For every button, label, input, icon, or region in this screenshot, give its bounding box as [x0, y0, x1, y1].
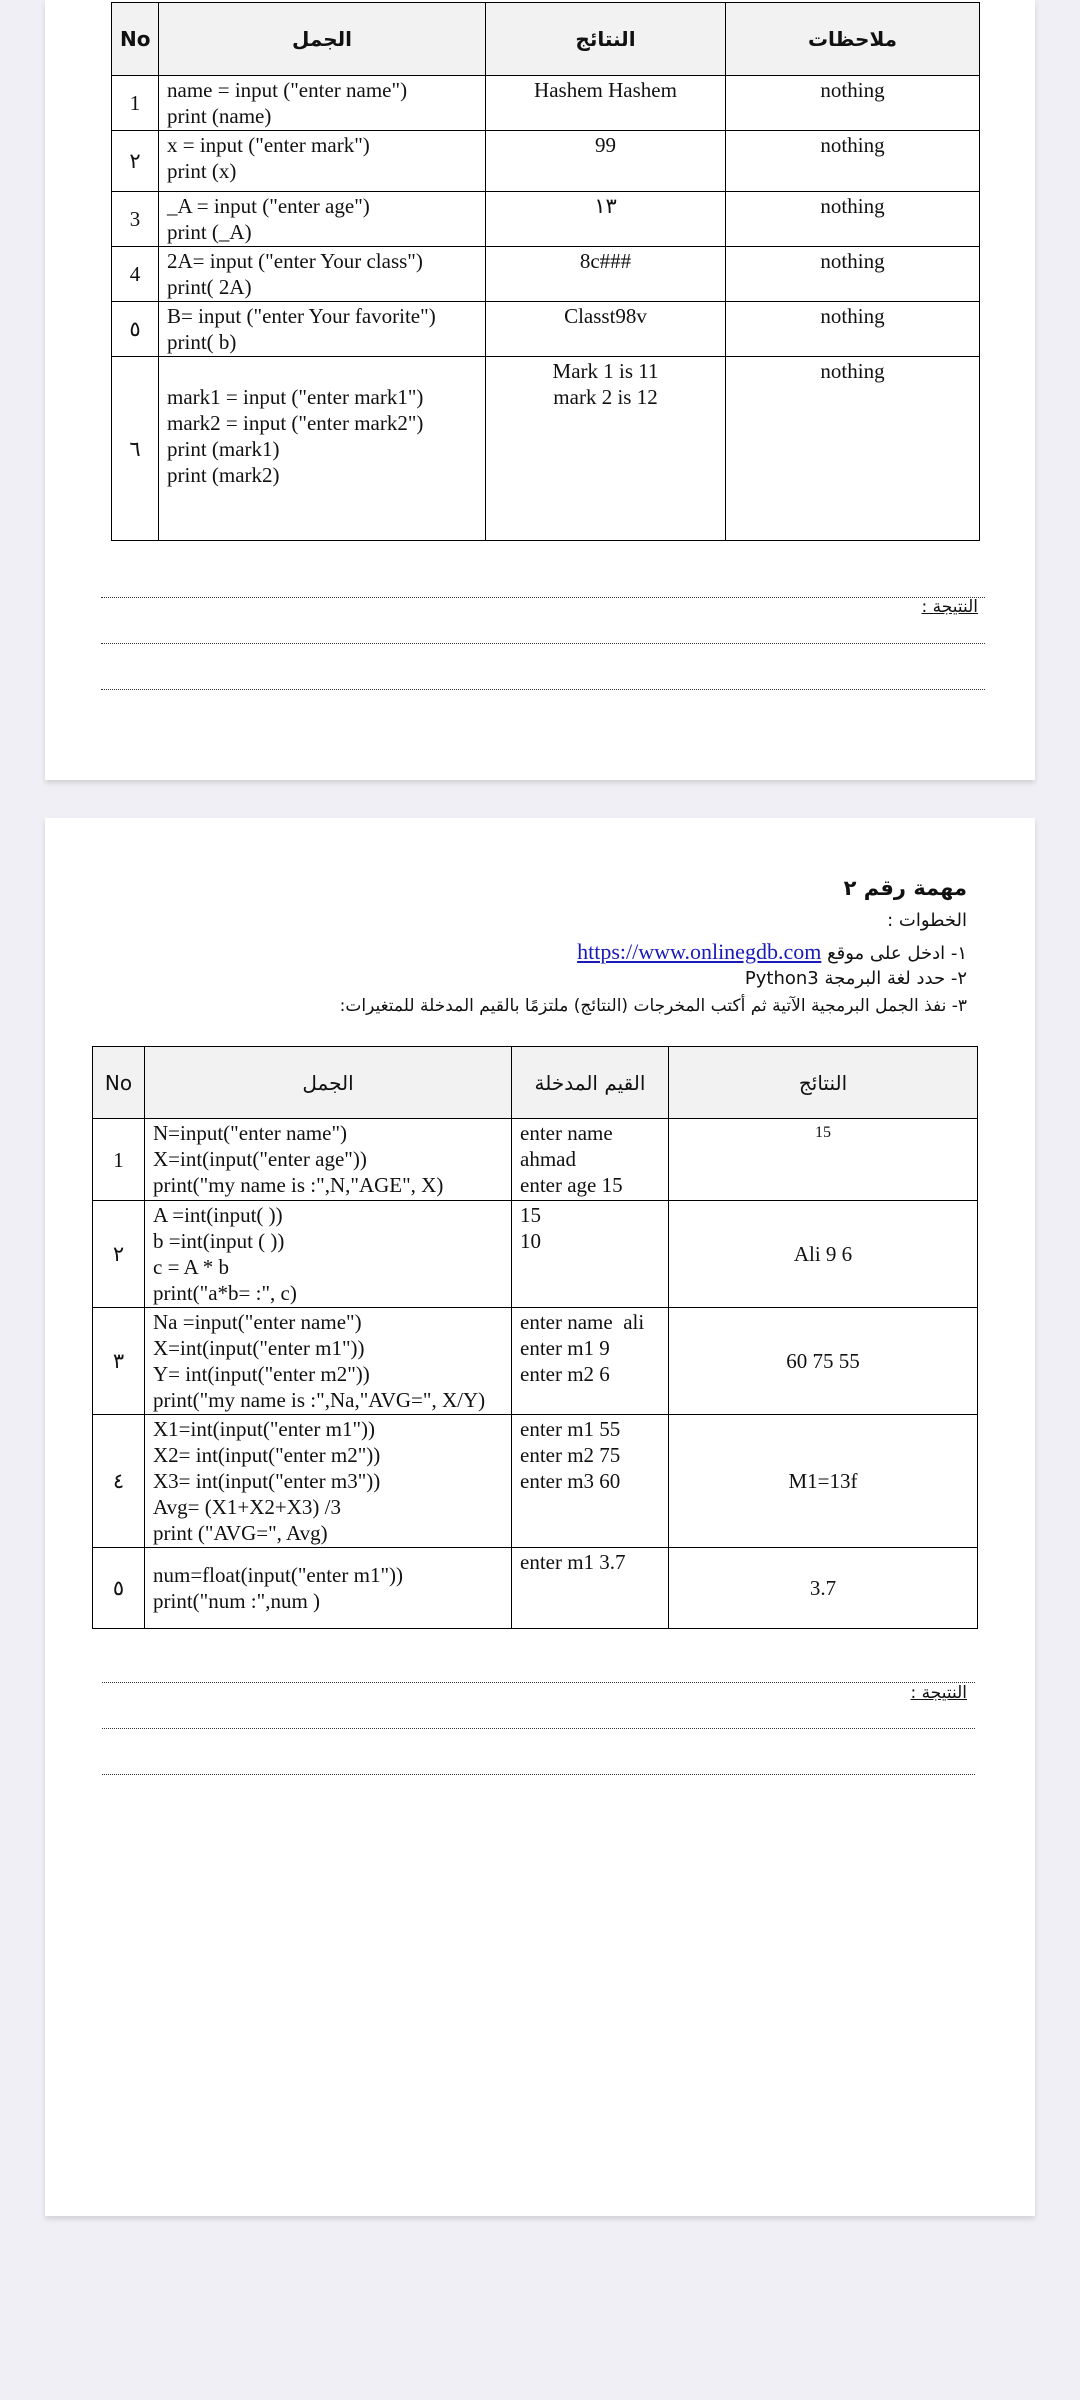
code-cell	[159, 302, 486, 357]
row-number: 1	[93, 1119, 145, 1201]
code-line: print("my name is :",N,"AGE", X)	[153, 1173, 444, 1197]
header-notes: ملاحظات	[726, 3, 980, 76]
code-line: X2= int(input("enter m2"))	[153, 1443, 381, 1467]
input-line: enter m1 9	[520, 1336, 610, 1360]
input-line: enter name	[520, 1121, 613, 1145]
result-line: Mark 1 is 11	[552, 359, 659, 383]
header-code: الجمل	[159, 3, 486, 76]
table-row	[112, 302, 980, 357]
input-values-cell	[512, 1119, 669, 1201]
code-cell	[159, 131, 486, 192]
result-line: Classt98v	[564, 304, 647, 328]
code-line: mark1 = input ("enter mark1")	[167, 385, 424, 409]
onlinegdb-link[interactable]: https://www.onlinegdb.com	[577, 939, 822, 964]
code-cell	[145, 1119, 512, 1201]
result-line: Hashem Hashem	[534, 78, 677, 102]
table-row	[93, 1201, 978, 1308]
answer-line	[102, 1728, 975, 1729]
step-1	[577, 939, 967, 965]
code-cell	[145, 1308, 512, 1415]
code-line: X1=int(input("enter m1"))	[153, 1417, 376, 1441]
document-page-2	[45, 818, 1035, 2216]
row-number: 4	[112, 247, 159, 302]
result-cell	[486, 192, 726, 247]
result-cell: 60 75 55	[669, 1308, 978, 1415]
task-title: مهمة رقم ٢	[843, 876, 967, 900]
input-line: 15	[520, 1203, 541, 1227]
document-page-1	[45, 0, 1035, 780]
code-line: print (mark1)	[167, 437, 280, 461]
code-line: Avg= (X1+X2+X3) /3	[153, 1495, 341, 1519]
input-line: enter m2 6	[520, 1362, 610, 1386]
note-cell: nothing	[726, 247, 980, 302]
note-cell: nothing	[726, 302, 980, 357]
result-cell	[486, 247, 726, 302]
code-line: print("a*b= :", c)	[153, 1281, 297, 1305]
result-line: ١٣	[594, 194, 617, 218]
code-line: b =int(input ( ))	[153, 1229, 285, 1253]
table-row	[93, 1548, 978, 1629]
row-number: ٤	[93, 1415, 145, 1548]
code-line: print ("AVG=", Avg)	[153, 1521, 328, 1545]
code-cell	[145, 1201, 512, 1308]
result-cell	[486, 302, 726, 357]
step-1-text: ١- ادخل على موقع	[827, 943, 967, 964]
input-line: enter m2 75	[520, 1443, 621, 1467]
result-cell	[486, 76, 726, 131]
code-line: name = input ("enter name")	[167, 78, 408, 102]
code-line: print("num :",num )	[153, 1589, 321, 1613]
code-line: X3= int(input("enter m3"))	[153, 1469, 381, 1493]
code-cell	[159, 247, 486, 302]
row-number: ٢	[93, 1201, 145, 1308]
table-row	[93, 1119, 978, 1201]
input-line: enter m1 3.7	[520, 1550, 626, 1574]
code-line: N=input("enter name")	[153, 1121, 348, 1145]
code-line: print( 2A)	[167, 275, 252, 299]
input-line: ahmad	[520, 1147, 576, 1171]
result-line: 8c###	[579, 249, 632, 273]
code-line: print (x)	[167, 159, 237, 183]
result-label: النتيجة :	[921, 597, 978, 617]
input-output-table	[92, 1046, 978, 1629]
header-no: No	[112, 3, 159, 76]
code-line	[167, 358, 477, 384]
code-line: print( b)	[167, 330, 237, 354]
result-line: 99	[595, 133, 616, 157]
result-cell: Ali 9 6	[669, 1201, 978, 1308]
row-number: ٥	[112, 302, 159, 357]
code-line: num=float(input("enter m1"))	[153, 1563, 404, 1587]
header-no: No	[93, 1047, 145, 1119]
header-inputs: القيم المدخلة	[512, 1047, 669, 1119]
input-line: enter m3 60	[520, 1469, 621, 1493]
code-cell	[159, 76, 486, 131]
code-line: x = input ("enter mark")	[167, 133, 370, 157]
answer-line	[101, 597, 985, 598]
code-cell	[159, 192, 486, 247]
table-row	[112, 131, 980, 192]
result-label: النتيجة :	[910, 1683, 967, 1703]
table-row	[93, 1308, 978, 1415]
header-code: الجمل	[145, 1047, 512, 1119]
code-line: Na =input("enter name")	[153, 1310, 362, 1334]
code-cell	[159, 357, 486, 541]
input-values-cell	[512, 1201, 669, 1308]
steps-label: الخطوات :	[887, 910, 967, 931]
table-row	[112, 247, 980, 302]
row-number: ٣	[93, 1308, 145, 1415]
input-line: enter name ali	[520, 1310, 645, 1334]
input-values-cell	[512, 1548, 669, 1629]
row-number: 3	[112, 192, 159, 247]
code-cell	[145, 1415, 512, 1548]
variables-table	[111, 2, 980, 541]
result-line: mark 2 is 12	[553, 385, 658, 409]
note-cell: nothing	[726, 192, 980, 247]
table-row	[112, 76, 980, 131]
input-values-cell	[512, 1308, 669, 1415]
step-3: ٣- نفذ الجمل البرمجية الآتية ثم أكتب المخرجات (النتائج) ملتزمًا بالقيم المدخلة للمتغيرات:	[339, 996, 967, 1016]
input-line: 10	[520, 1229, 541, 1253]
code-line: A =int(input( ))	[153, 1203, 283, 1227]
result-cell	[486, 131, 726, 192]
code-line: print (_A)	[167, 220, 252, 244]
code-line: c = A * b	[153, 1255, 230, 1279]
answer-line	[101, 689, 985, 690]
result-cell	[486, 357, 726, 541]
row-number: ٦	[112, 357, 159, 541]
code-line: X=int(input("enter m1"))	[153, 1336, 365, 1360]
header-results: النتائج	[486, 3, 726, 76]
code-line: print("my name is :",Na,"AVG=", X/Y)	[153, 1388, 486, 1412]
row-number: ٢	[112, 131, 159, 192]
note-cell: nothing	[726, 357, 980, 541]
note-cell: nothing	[726, 76, 980, 131]
row-number: 1	[112, 76, 159, 131]
table-row	[112, 357, 980, 541]
note-cell: nothing	[726, 131, 980, 192]
code-line: B= input ("enter Your favorite")	[167, 304, 436, 328]
code-line: print (name)	[167, 104, 272, 128]
code-line: _A = input ("enter age")	[167, 194, 370, 218]
code-cell	[145, 1548, 512, 1629]
code-line: Y= int(input("enter m2"))	[153, 1362, 370, 1386]
step-2: ٢- حدد لغة البرمجة Python3	[744, 968, 967, 989]
input-line: enter age 15	[520, 1173, 623, 1197]
code-line: X=int(input("enter age"))	[153, 1147, 367, 1171]
header-results: النتائج	[669, 1047, 978, 1119]
row-number: ٥	[93, 1548, 145, 1629]
answer-line	[102, 1774, 975, 1775]
table-header-row	[112, 3, 980, 76]
input-values-cell	[512, 1415, 669, 1548]
code-line: print (mark2)	[167, 463, 280, 487]
result-cell: M1=13f	[669, 1415, 978, 1548]
table-header-row	[93, 1047, 978, 1119]
code-line: 2A= input ("enter Your class")	[167, 249, 423, 273]
result-cell: 3.7	[669, 1548, 978, 1629]
table-row	[93, 1415, 978, 1548]
table-row	[112, 192, 980, 247]
code-line: mark2 = input ("enter mark2")	[167, 411, 424, 435]
answer-line	[102, 1682, 975, 1683]
input-line: enter m1 55	[520, 1417, 621, 1441]
result-cell: 15	[669, 1119, 978, 1201]
answer-line	[101, 643, 985, 644]
